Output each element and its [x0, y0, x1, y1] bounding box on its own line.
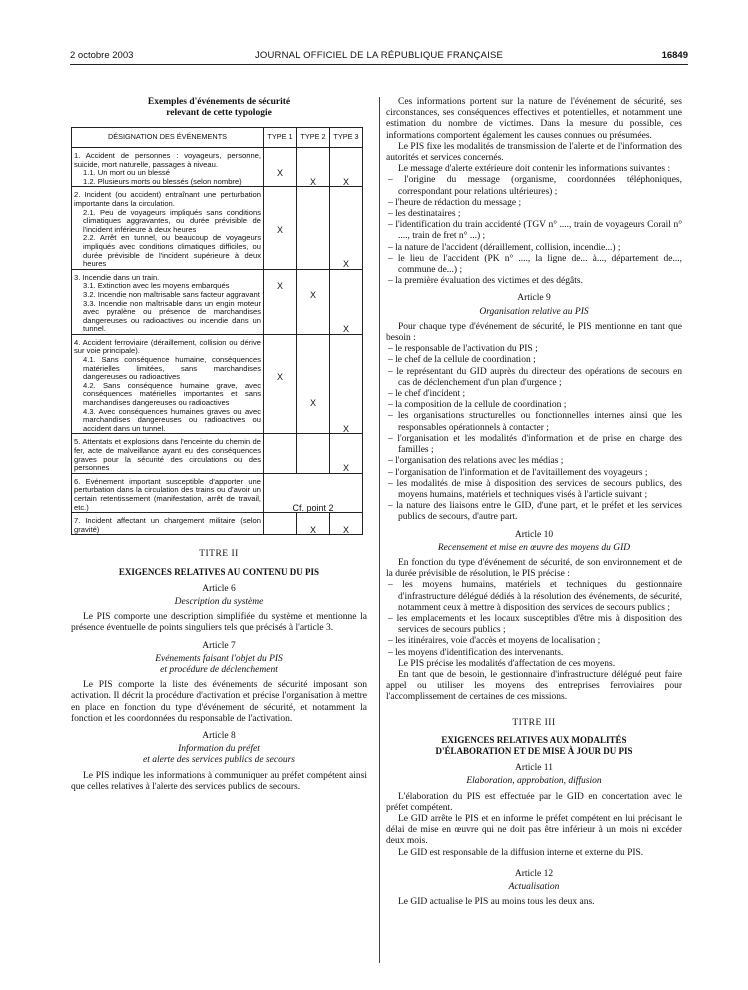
event-type2-mark: X — [297, 178, 330, 187]
event-type2-mark: X — [297, 513, 330, 535]
event-type3-mark — [330, 209, 363, 235]
article-10-paragraph-3: En tant que de besoin, le gestionnaire d'infrastructure délégué peut faire appel ou utiliser les moyens des entreprises ferroviaires pour l'accomplissement de certaines de ces missions. — [386, 669, 682, 703]
table-row — [72, 209, 363, 235]
article-6-heading: Article 6 — [202, 583, 236, 594]
event-designation: 2.1. Peu de voyageurs impliqués sans conditions climatiques aggravantes, ou durée prévisible de l'incident inférieure à deux heures — [72, 209, 264, 235]
table-row — [72, 178, 363, 187]
article-11-paragraph-2: Le GID arrête le PIS et en informe le préfet compétent en lui précisant le délai de mise en œuvre qui ne doit pas être inférieur à un mois ni excéder deux mois. — [386, 813, 682, 847]
event-designation: 1.1. Un mort ou un blessé — [72, 169, 264, 178]
list-item: – le chef de la cellule de coordination ; — [388, 355, 536, 366]
event-type2-mark — [297, 269, 330, 282]
article-11-heading: Article 11 — [515, 763, 553, 774]
event-type3-mark — [330, 291, 363, 300]
page-header — [70, 50, 688, 64]
event-type1-mark — [264, 148, 297, 170]
event-type1-mark — [264, 382, 297, 408]
event-type-merged: Cf. point 2 — [264, 473, 363, 512]
event-type2-mark — [297, 334, 330, 356]
article-11-paragraph-3: Le GID est responsable de la diffusion interne et externe du PIS. — [398, 847, 644, 858]
list-item: – le lieu de l'accident (PK n° ...., la ligne de... à..., département de..., commune de...) ; — [388, 253, 682, 276]
titre-3-subtitle-line2: D'ÉLABORATION ET DE MISE À JOUR DU PIS — [435, 745, 633, 756]
article-10-paragraph: En fonction du type d'événement de sécurité, de son environnement et de la durée prévisible de résolution, le PIS précise : — [386, 557, 682, 580]
list-item: – la première évaluation des victimes et des dégâts. — [388, 276, 583, 287]
event-type1-mark — [264, 291, 297, 300]
list-item: – les emplacements et les locaux susceptibles d'être mis à disposition des services de secours publics ; — [388, 613, 682, 636]
event-type1-mark: X — [264, 169, 297, 178]
table-row — [72, 148, 363, 170]
titre-2-subtitle: EXIGENCES RELATIVES AU CONTENU DU PIS — [118, 566, 320, 577]
event-designation: 5. Attentats et explosions dans l'enceinte du chemin de fer, acte de malveillance ayant eu des conséquences graves pour la sécurité des circulations ou des personnes — [72, 434, 264, 473]
event-type1-mark — [264, 300, 297, 335]
event-type3-mark: X — [330, 178, 363, 187]
list-item: – les itinéraires, voie d'accès et moyens de localisation ; — [388, 636, 601, 647]
article-9-heading: Article 9 — [517, 293, 551, 304]
event-type3-mark: X — [330, 300, 363, 335]
event-designation: 3.1. Extinction avec les moyens embarqués — [72, 282, 264, 291]
event-designation: 4. Accident ferroviaire (déraillement, collision ou dérive sur voie principale). — [72, 334, 264, 356]
list-item: – le représentant du GID auprès du directeur des opérations de secours en cas de déclenchement d'un plan d'urgence ; — [388, 366, 682, 388]
article-11-title: Elaboration, approbation, diffusion — [466, 776, 602, 787]
header-type2: TYPE 2 — [297, 128, 330, 148]
event-type2-mark — [297, 209, 330, 235]
organisation-list — [386, 344, 682, 523]
article-12-paragraph: Le GID actualise le PIS au moins tous les deux ans. — [398, 897, 595, 908]
list-item: – l'origine du message (organisme, coordonnées téléphoniques, correspondant pour relations ultérieures) ; — [388, 175, 682, 197]
titre-3-subtitle-line1: EXIGENCES RELATIVES AUX MODALITÉS — [441, 734, 627, 745]
article-10-heading: Article 10 — [514, 529, 554, 540]
table-body — [72, 148, 363, 535]
list-item: – la nature de l'accident (déraillement, collision, incendie...) ; — [388, 242, 621, 253]
table-row — [72, 513, 363, 535]
list-item: – l'organisation et les modalités d'information et de prise en charge des familles ; — [388, 433, 682, 456]
table-row — [72, 300, 363, 335]
event-designation: 4.1. Sans conséquence humaine, conséquences matérielles limitées, sans marchandises dangereuses ou radioactives — [72, 356, 264, 382]
header-type3: TYPE 3 — [330, 128, 363, 148]
list-item: – l'organisation de l'information et de l'avitaillement des voyageurs ; — [388, 467, 648, 478]
event-type3-mark — [330, 334, 363, 356]
list-item: – les modalités de mise à disposition des services de secours publics, des moyens humains, matériels et techniques visés à l'article suivant ; — [388, 478, 682, 500]
event-type2-mark — [297, 356, 330, 382]
article-7-title-line1: Evénements faisant l'objet du PIS — [155, 653, 283, 664]
titre-3: TITRE III — [512, 717, 556, 728]
event-designation: 2.2. Arrêt en tunnel, ou beaucoup de voyageurs impliqués avec conditions climatiques difficiles, ou durée prévisible de l'incident supérieure à deux heures — [72, 234, 264, 269]
left-column — [71, 97, 367, 793]
right-paragraph-1: Ces informations portent sur la nature de l'événement de sécurité, ses circonstances, ses conséquences effectives et potentielles, et notamment une estimation du nombre de victimes. Dans la mesure du possible, ces informations comportent également les causes connues ou présumées. — [386, 97, 682, 141]
event-designation: 2. Incident (ou accident) entraînant une perturbation importante dans la circulation. — [72, 187, 264, 209]
event-designation: 4.3. Avec conséquences humaines graves ou avec marchandises dangereuses ou radioactives ou accident dans un tunnel. — [72, 408, 264, 434]
table-row — [72, 187, 363, 209]
event-type2-mark — [297, 300, 330, 335]
event-type1-mark — [264, 513, 297, 535]
event-type1-mark: X — [264, 282, 297, 291]
list-item: – les organisations structurelles ou fonctionnelles internes ainsi que les responsables opérationnels à contacter ; — [388, 411, 682, 433]
event-type3-mark: X — [330, 408, 363, 434]
article-10-title: Recensement et mise en œuvre des moyens du GID — [437, 542, 631, 553]
event-designation: 7. Incident affectant un chargement militaire (selon gravité) — [72, 513, 264, 535]
article-7-paragraph: Le PIS comporte la liste des événements de sécurité imposant son activation. Il décrit la procédure d'activation et précise l'organisation à mettre en place en fonction du type d'événement de sécurité, et notamment la fonction et les coordonnées du responsable de l'activation. — [71, 680, 367, 724]
event-type2-mark — [297, 187, 330, 209]
article-6-title: Description du système — [174, 596, 264, 607]
right-paragraph-3: Le message d'alerte extérieure doit contenir les informations suivantes : — [398, 164, 671, 175]
list-item: – la composition de la cellule de coordination ; — [388, 400, 567, 411]
list-item: – l'heure de rédaction du message ; — [388, 197, 522, 208]
alert-message-list — [386, 175, 682, 287]
event-type2-mark — [297, 234, 330, 269]
article-7-heading: Article 7 — [202, 640, 236, 651]
event-type1-mark: X — [264, 209, 297, 235]
article-9-title: Organisation relative au PIS — [479, 306, 589, 317]
list-item: – l'identification du train accidenté (TGV n° ...., train de voyageurs Corail n° ...., train de fret n° ...) ; — [388, 220, 682, 242]
article-12-title: Actualisation — [508, 882, 560, 892]
event-type1-mark — [264, 187, 297, 209]
event-designation: 3.2. Incendie non maîtrisable sans facteur aggravant — [72, 291, 264, 300]
article-9-paragraph: Pour chaque type d'événement de sécurité, le PIS mentionne en tant que besoin : — [386, 321, 682, 344]
table-header-row — [72, 128, 363, 148]
event-designation: 3.3. Incendie non maîtrisable dans un engin moteur avec pyralène ou présence de marchandises dangereuses ou radioactives ou incendie dans un tunnel. — [72, 300, 264, 335]
table-row — [72, 408, 363, 434]
event-type3-mark — [330, 269, 363, 282]
header-designation: DÉSIGNATION DES ÉVÉNEMENTS — [72, 128, 264, 148]
list-item: – les moyens humains, matériels et techniques du gestionnaire d'infrastructure délégué dédiés à la résolution des événements, de sécurité, notamment ceux à mettre à disposition des services de secours publics ; — [388, 580, 682, 613]
event-type1-mark — [264, 434, 297, 473]
list-item: – l'organisation des relations avec les médias ; — [388, 456, 564, 467]
article-7-title-line2: et procédure de déclenchement — [160, 664, 278, 675]
table-row — [72, 473, 363, 512]
article-8-title-line2: et alerte des services publics de secours — [143, 755, 295, 766]
event-type3-mark: X — [330, 513, 363, 535]
list-item: – le chef d'incident ; — [388, 389, 466, 400]
table-row — [72, 434, 363, 473]
article-8-paragraph: Le PIS indique les informations à communiquer au préfet compétent ainsi que celles relatives à l'alerte des services publics de secours. — [71, 770, 367, 792]
event-type1-mark — [264, 334, 297, 356]
event-type2-mark: X — [297, 291, 330, 300]
event-type3-mark: X — [330, 234, 363, 269]
article-12-heading: Article 12 — [514, 868, 554, 879]
list-item: – les destinataires ; — [388, 209, 461, 220]
event-type3-mark — [330, 187, 363, 209]
event-type1-mark: X — [264, 356, 297, 382]
header-journal-title: JOURNAL OFFICIEL DE LA RÉPUBLIQUE FRANÇAISE — [254, 50, 504, 61]
header-rule — [70, 64, 688, 65]
header-type1: TYPE 1 — [264, 128, 297, 148]
list-item: – la nature des liaisons entre le GID, d'une part, et le préfet et les services publics de secours, d'autre part. — [388, 501, 682, 523]
event-type3-mark: X — [330, 434, 363, 473]
event-type3-mark — [330, 356, 363, 382]
table-title-line2: relevant de cette typologie — [166, 108, 272, 119]
article-10-paragraph-2: Le PIS précise les modalités d'affectation de ces moyens. — [398, 658, 616, 669]
table-row — [72, 334, 363, 356]
events-table — [71, 127, 363, 535]
table-title-line1: Exemples d'événements de sécurité — [147, 97, 291, 107]
table-row — [72, 382, 363, 408]
event-type2-mark: X — [297, 382, 330, 408]
article-6-paragraph: Le PIS comporte une description simplifiée du système et mentionne la présence éventuelle de points singuliers tels que précisés à l'article 3. — [71, 612, 367, 634]
article-8-title-line1: Information du préfet — [178, 744, 260, 755]
event-type2-mark — [297, 408, 330, 434]
list-item: – le responsable de l'activation du PIS ; — [388, 344, 538, 355]
table-row — [72, 356, 363, 382]
right-column — [386, 97, 682, 908]
event-type3-mark — [330, 282, 363, 291]
event-designation: 1. Accident de personnes : voyageurs, personne, suicide, mort naturelle, passages à niveau. — [72, 148, 264, 170]
event-type3-mark — [330, 148, 363, 170]
article-8-heading: Article 8 — [202, 730, 236, 741]
event-designation: 6. Evénement important susceptible d'apporter une perturbation dans la circulation des trains ou d'avoir un certain retentissement (manifestation, arrêt de travail, etc.) — [72, 473, 264, 512]
header-date: 2 octobre 2003 — [70, 50, 134, 61]
event-designation: 4.2. Sans conséquence humaine grave, avec conséquences matérielles importantes et sans marchandises dangereuses ou radioactives — [72, 382, 264, 408]
article-11-paragraph-1: L'élaboration du PIS est effectuée par le GID en concertation avec le préfet compétent. — [386, 791, 682, 813]
event-type2-mark — [297, 434, 330, 473]
list-item: – les moyens d'identification des intervenants. — [388, 647, 564, 658]
event-designation: 1.2. Plusieurs morts ou blessés (selon nombre) — [72, 178, 264, 187]
column-divider — [379, 97, 380, 963]
event-designation: 3. Incendie dans un train. — [72, 269, 264, 282]
event-type1-mark — [264, 234, 297, 269]
titre-2: TITRE II — [199, 549, 239, 560]
event-type2-mark — [297, 148, 330, 170]
event-type1-mark — [264, 178, 297, 187]
event-type1-mark — [264, 408, 297, 434]
table-row — [72, 234, 363, 269]
header-page-number: 16849 — [661, 50, 688, 61]
means-list — [386, 580, 682, 658]
right-paragraph-2: Le PIS fixe les modalités de transmission de l'alerte et de l'information des autorités et services concernés. — [386, 141, 682, 164]
event-type3-mark — [330, 382, 363, 408]
